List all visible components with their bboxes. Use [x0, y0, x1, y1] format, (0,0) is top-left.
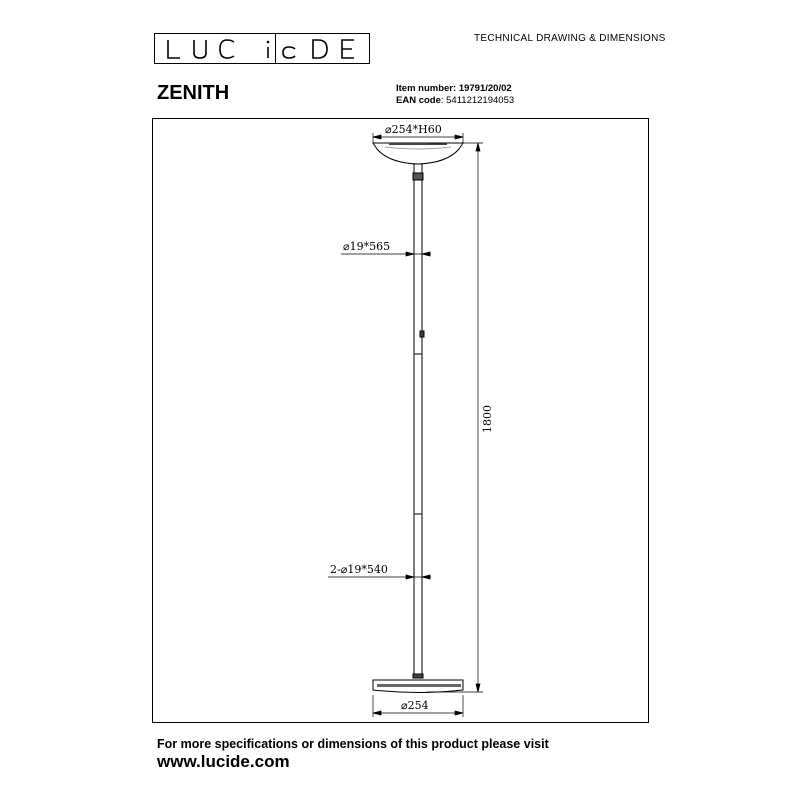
document-type: TECHNICAL DRAWING & DIMENSIONS: [474, 33, 666, 44]
height-dimension-label: 1800: [481, 405, 494, 433]
item-number-row: [396, 83, 514, 95]
height-dimension: [427, 143, 483, 692]
upper-tube-dimension-label: ⌀19*565: [343, 240, 391, 253]
drawing-frame: [152, 118, 649, 723]
base-dimension-label: ⌀254: [401, 699, 429, 712]
lamp-shade: [373, 143, 463, 164]
ean-label: EAN code: [396, 95, 441, 106]
item-number-value: 19791/20/02: [458, 83, 512, 94]
lamp-stem: [413, 164, 424, 678]
shade-dimension-label: ⌀254*H60: [385, 123, 442, 136]
website-link[interactable]: www.lucide.com: [157, 752, 290, 771]
lower-tubes-dimension-label: 2-⌀19*540: [330, 563, 388, 576]
item-info: [396, 83, 514, 107]
ean-row: [396, 95, 514, 107]
item-number-label: Item number:: [396, 83, 457, 94]
lucide-logo: [154, 31, 370, 68]
footer-note: For more specifications or dimensions of this product please visit: [157, 737, 549, 751]
lamp-base: [373, 680, 463, 693]
ean-value: : 5411212194053: [440, 95, 515, 106]
product-name: ZENITH: [157, 82, 230, 104]
technical-drawing: [153, 119, 650, 724]
